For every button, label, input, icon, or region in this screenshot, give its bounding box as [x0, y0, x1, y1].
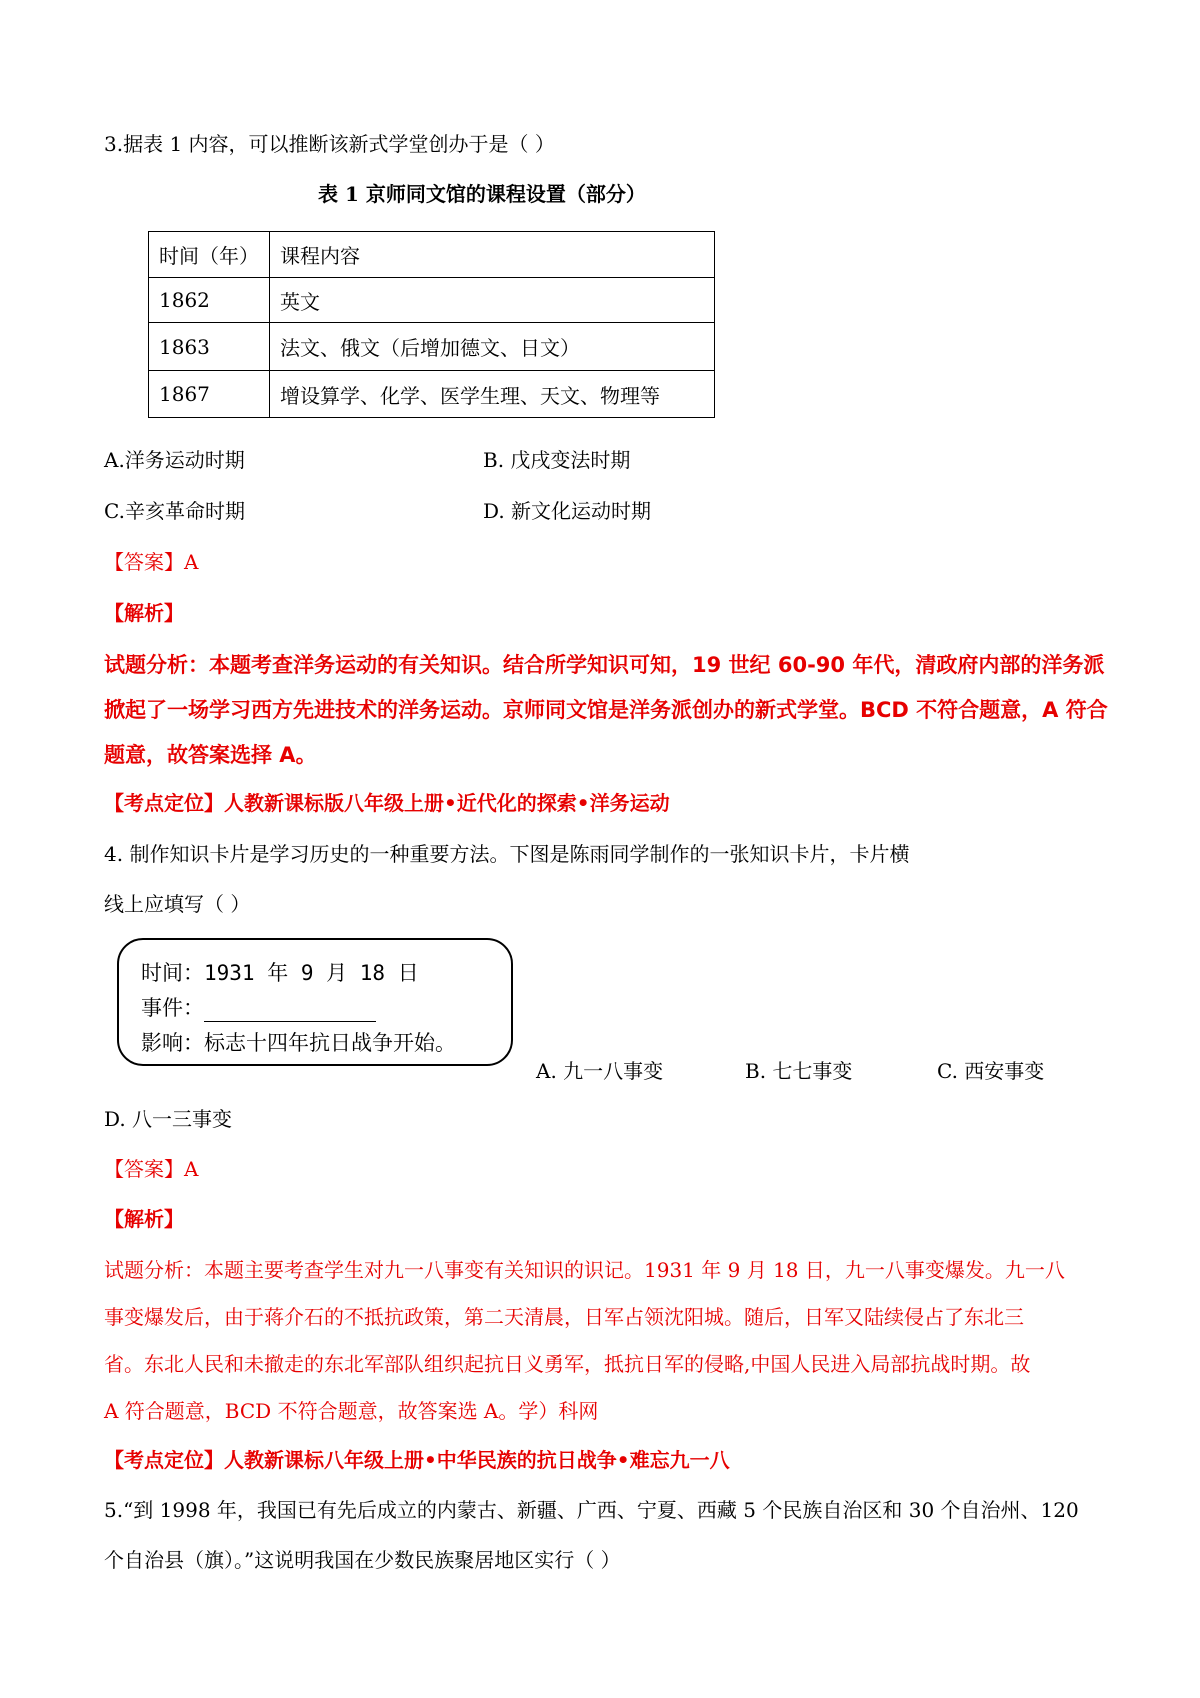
q4-stem-line: 4. 制作知识卡片是学习历史的一种重要方法。下图是陈雨同学制作的一张知识卡片，卡片横 [104, 842, 910, 866]
q4-option-a: A. 九一八事变 [536, 1059, 664, 1083]
knowledge-card [117, 938, 513, 1066]
q4-analysis-line: 事变爆发后，由于蒋介石的不抵抗政策，第二天清晨，日军占领沈阳城。随后，日军又陆续侵占了东北三 [104, 1305, 1024, 1329]
answer-label: 【答案】 [104, 1157, 184, 1181]
table-header-row [149, 232, 715, 278]
point-value: 人教新课标八年级上册•中华民族的抗日战争•难忘九一八 [224, 1448, 730, 1472]
q4-analysis-line: A 符合题意，BCD 不符合题意，故答案选 A。学）科网 [104, 1399, 599, 1423]
q4-analysis-line: 省。东北人民和未撤走的东北军部队组织起抗日义勇军，抵抗日军的侵略,中国人民进入局部抗战时期。故 [104, 1352, 1031, 1376]
q3-analysis-line: 题意，故答案选择 A。 [104, 743, 317, 767]
point-value: 人教新课标版八年级上册•近代化的探索•洋务运动 [224, 791, 670, 815]
q3-analysis-label: 【解析】 [104, 601, 184, 625]
q3-analysis-line: 试题分析：本题考查洋务运动的有关知识。结合所学知识可知，19 世纪 60-90 年代，清政府内部的洋务派 [104, 653, 1105, 677]
q3-option-d: D. 新文化运动时期 [483, 499, 652, 523]
q4-answer [104, 1155, 198, 1183]
table-cell: 1863 [149, 323, 270, 371]
q4-analysis-line: 试题分析：本题主要考查学生对九一八事变有关知识的识记。1931 年 9 月 18 日，九一八事变爆发。九一八 [104, 1258, 1065, 1282]
q3-course-table [148, 231, 715, 418]
answer-value: A [184, 1157, 199, 1181]
table-row [149, 323, 715, 371]
q4-analysis-label: 【解析】 [104, 1207, 184, 1231]
q3-option-c: C.辛亥革命时期 [104, 499, 245, 523]
q3-analysis-line: 掀起了一场学习西方先进技术的洋务运动。京师同文馆是洋务派创办的新式学堂。BCD 不符合题意，A 符合 [104, 698, 1108, 722]
q3-answer [104, 548, 198, 576]
card-event-label: 事件： [141, 996, 204, 1020]
table-cell: 法文、俄文（后增加德文、日文） [270, 323, 715, 371]
q5-stem-line: 个自治县（旗）。”这说明我国在少数民族聚居地区实行（ ） [104, 1548, 621, 1572]
table-cell: 1862 [149, 278, 270, 323]
point-label: 【考点定位】 [104, 1448, 224, 1472]
table-cell: 英文 [270, 278, 715, 323]
q4-point [104, 1446, 730, 1474]
q3-option-a: A.洋务运动时期 [104, 448, 245, 472]
q3-option-b: B. 戊戌变法时期 [483, 448, 631, 472]
table-cell: 增设算学、化学、医学生理、天文、物理等 [270, 371, 715, 418]
answer-label: 【答案】 [104, 550, 184, 574]
card-time: 时间：1931 年 9 月 18 日 [141, 961, 419, 985]
q5-stem-line: 5.“到 1998 年，我国已有先后成立的内蒙古、新疆、广西、宁夏、西藏 5 个民族自治区和 30 个自治州、120 [104, 1498, 1079, 1522]
q4-option-b: B. 七七事变 [745, 1059, 853, 1083]
answer-value: A [184, 550, 199, 574]
table-header-cell: 时间（年） [149, 232, 270, 278]
card-event [141, 992, 376, 1022]
q4-stem-line: 线上应填写（ ） [104, 892, 251, 916]
point-label: 【考点定位】 [104, 791, 224, 815]
q3-table-caption: 表 1 京师同文馆的课程设置（部分） [318, 182, 646, 206]
table-header-cell: 课程内容 [270, 232, 715, 278]
table-cell: 1867 [149, 371, 270, 418]
q3-point [104, 789, 670, 817]
table-row [149, 371, 715, 418]
card-event-blank [204, 999, 376, 1022]
q4-option-c: C. 西安事变 [937, 1059, 1045, 1083]
q3-stem: 3.据表 1 内容，可以推断该新式学堂创办于是（ ） [104, 132, 555, 156]
card-impact: 影响：标志十四年抗日战争开始。 [141, 1031, 456, 1055]
table-row [149, 278, 715, 323]
q4-option-d: D. 八一三事变 [104, 1107, 233, 1131]
